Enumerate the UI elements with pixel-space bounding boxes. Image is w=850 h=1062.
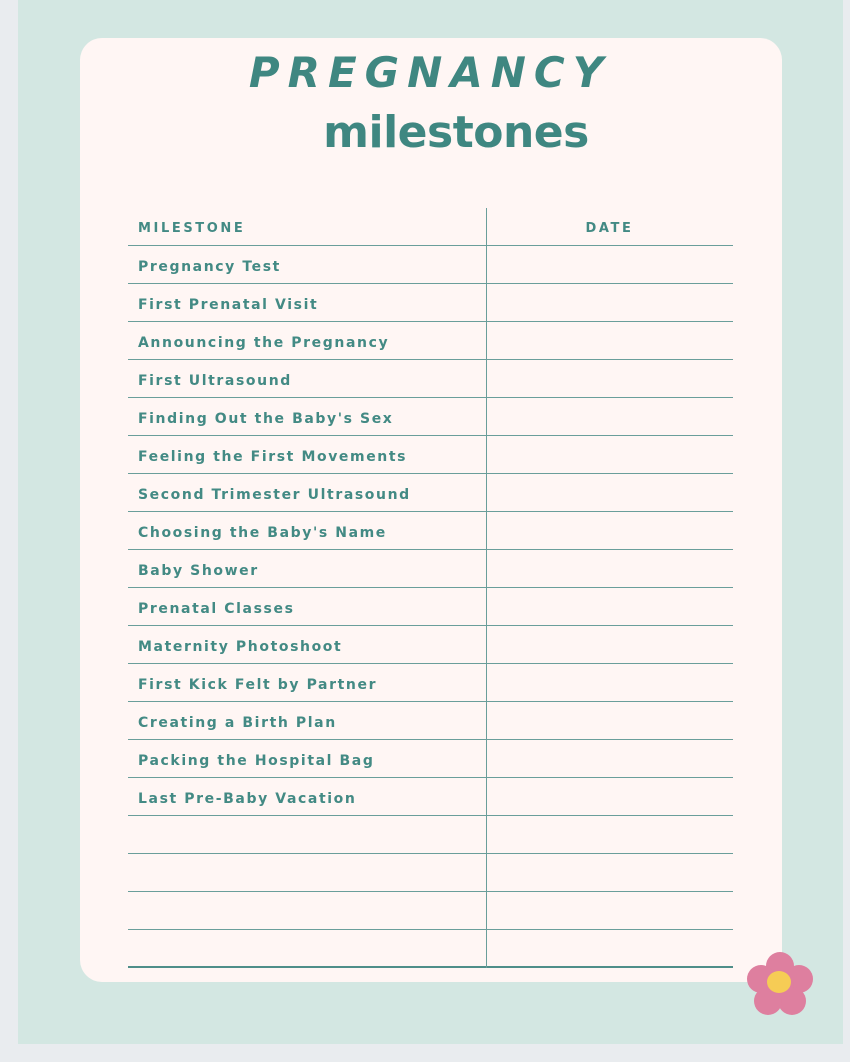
milestone-cell: Creating a Birth Plan <box>138 715 337 731</box>
milestone-cell: First Prenatal Visit <box>138 297 319 313</box>
title-pregnancy: PREGNANCY <box>248 48 612 97</box>
date-cell[interactable] <box>487 550 733 587</box>
table-row <box>128 626 733 664</box>
date-cell[interactable] <box>487 930 733 967</box>
table-row <box>128 322 733 360</box>
milestone-cell: Last Pre-Baby Vacation <box>138 791 357 807</box>
table-row <box>128 778 733 816</box>
milestone-cell: Prenatal Classes <box>138 601 295 617</box>
table-row <box>128 284 733 322</box>
milestone-cell: Announcing the Pregnancy <box>138 335 390 351</box>
date-cell[interactable] <box>487 284 733 321</box>
header-milestone: MILESTONE <box>138 221 246 236</box>
date-cell[interactable] <box>487 778 733 815</box>
flower-icon <box>745 950 815 1018</box>
milestone-cell: Finding Out the Baby's Sex <box>138 411 394 427</box>
date-cell[interactable] <box>487 626 733 663</box>
date-cell[interactable] <box>487 854 733 891</box>
column-divider <box>486 208 487 968</box>
milestone-cell: First Kick Felt by Partner <box>138 677 378 693</box>
milestone-cell: Packing the Hospital Bag <box>138 753 375 769</box>
date-cell[interactable] <box>487 436 733 473</box>
date-cell[interactable] <box>487 588 733 625</box>
table-row <box>128 854 733 892</box>
table-row <box>128 892 733 930</box>
date-cell[interactable] <box>487 664 733 701</box>
milestone-cell: Second Trimester Ultrasound <box>138 487 411 503</box>
table-row <box>128 930 733 968</box>
milestone-cell: Choosing the Baby's Name <box>138 525 387 541</box>
table-row <box>128 588 733 626</box>
milestone-cell: Pregnancy Test <box>138 259 281 275</box>
table-row <box>128 512 733 550</box>
date-cell[interactable] <box>487 474 733 511</box>
table-row <box>128 664 733 702</box>
table-row <box>128 436 733 474</box>
milestone-cell: First Ultrasound <box>138 373 292 389</box>
table-row <box>128 360 733 398</box>
table-row <box>128 550 733 588</box>
table-row <box>128 740 733 778</box>
table-row <box>128 702 733 740</box>
title-milestones: milestones <box>323 107 589 158</box>
milestone-table <box>128 208 733 969</box>
date-cell[interactable] <box>487 512 733 549</box>
date-cell[interactable] <box>487 816 733 853</box>
date-cell[interactable] <box>487 398 733 435</box>
table-row <box>128 474 733 512</box>
date-cell[interactable] <box>487 740 733 777</box>
milestone-cell: Maternity Photoshoot <box>138 639 343 655</box>
table-header-row <box>128 208 733 246</box>
table-row <box>128 398 733 436</box>
date-cell[interactable] <box>487 246 733 283</box>
date-cell[interactable] <box>487 322 733 359</box>
milestone-cell: Feeling the First Movements <box>138 449 408 465</box>
header-date: DATE <box>585 221 634 236</box>
date-cell[interactable] <box>487 702 733 739</box>
milestone-cell: Baby Shower <box>138 563 259 579</box>
table-row <box>128 816 733 854</box>
date-cell[interactable] <box>487 892 733 929</box>
date-cell[interactable] <box>487 360 733 397</box>
table-row <box>128 246 733 284</box>
